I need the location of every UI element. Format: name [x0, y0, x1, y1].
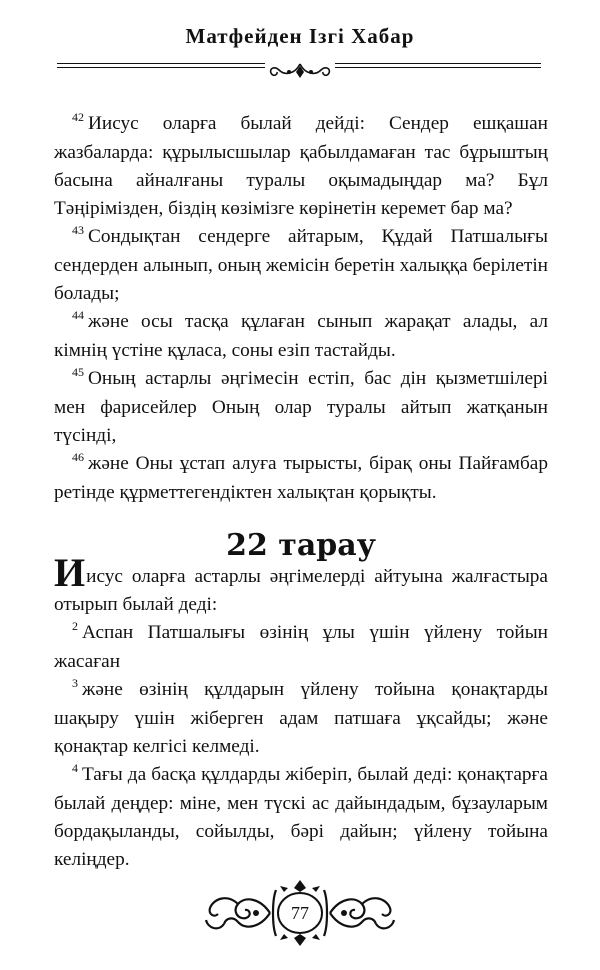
- drop-cap: И: [54, 550, 86, 595]
- verse-3: [54, 676, 548, 761]
- chapter-opening: [54, 550, 548, 619]
- ornament-icon: [265, 60, 335, 84]
- chapter-title: 22 тарау: [226, 528, 376, 563]
- verse-number: 3: [72, 676, 78, 690]
- page-number: 77: [291, 903, 309, 923]
- chapter-opening-text: исус оларға астарлы әңгімелерді айтуына жалғастыра отырып былай деді:: [54, 566, 548, 615]
- running-header: Матфейден Ізгі Хабар: [185, 24, 415, 48]
- verse-44: [54, 308, 548, 365]
- verse-2: [54, 619, 548, 676]
- verse-number: 42: [72, 110, 84, 124]
- verse-number: 45: [72, 365, 84, 379]
- verse-text: Иисус оларға былай дейді: Сендер ешқашан жазбаларда: құрылысшылар қабылдамаған тас бұрыштың басына айналғаны туралы оқымадыңдар ма? Бұл Тәңірімізден, біздің көзімізге көрінетін керемет бар ма?: [54, 113, 548, 219]
- verse-number: 44: [72, 308, 84, 322]
- verse-number: 2: [72, 619, 78, 633]
- verse-46: [54, 450, 548, 507]
- verse-4: [54, 761, 548, 874]
- verse-number: 43: [72, 223, 84, 237]
- verse-text: Аспан Патшалығы өзінің ұлы үшін үйлену тойын жасаған: [54, 622, 548, 672]
- verse-text: және өзінің құлдарын үйлену тойына қонақтарды шақыру үшін жіберген адам патшаға ұқсайды; және қонақтар келгісі келмеді.: [54, 679, 548, 757]
- verse-43: [54, 223, 548, 308]
- verse-text: Оның астарлы әңгімесін естіп, бас дін қызметшілері мен фарисейлер Оның олар туралы айтып жатқанын түсінді,: [54, 368, 548, 446]
- verse-text: және Оны ұстап алуға тырысты, бірақ оны Пайғамбар ретінде құрметтегендіктен халықтан қорықты.: [54, 453, 548, 503]
- verse-text: Тағы да басқа құлдарды жіберіп, былай деді: қонақтарға былай деңдер: міне, мен түскі ас дайындадым, бұзауларым бордақыланды, сойылды, бәрі дайын; үйлену тойына келіңдер.: [54, 764, 548, 870]
- verse-number: 4: [72, 761, 78, 775]
- verse-text: және осы тасқа құлаған сынып жарақат алады, ал кімнің үстіне құласа, соны езіп тастайды.: [54, 311, 548, 361]
- verse-45: [54, 365, 548, 450]
- verse-42: [54, 110, 548, 223]
- verse-text: Сондықтан сендерге айтарым, Құдай Патшалығы сендерден алынып, оның жемісін беретін халыққа берілетін болады;: [54, 226, 548, 304]
- verse-number: 46: [72, 450, 84, 464]
- page-content: [54, 110, 548, 874]
